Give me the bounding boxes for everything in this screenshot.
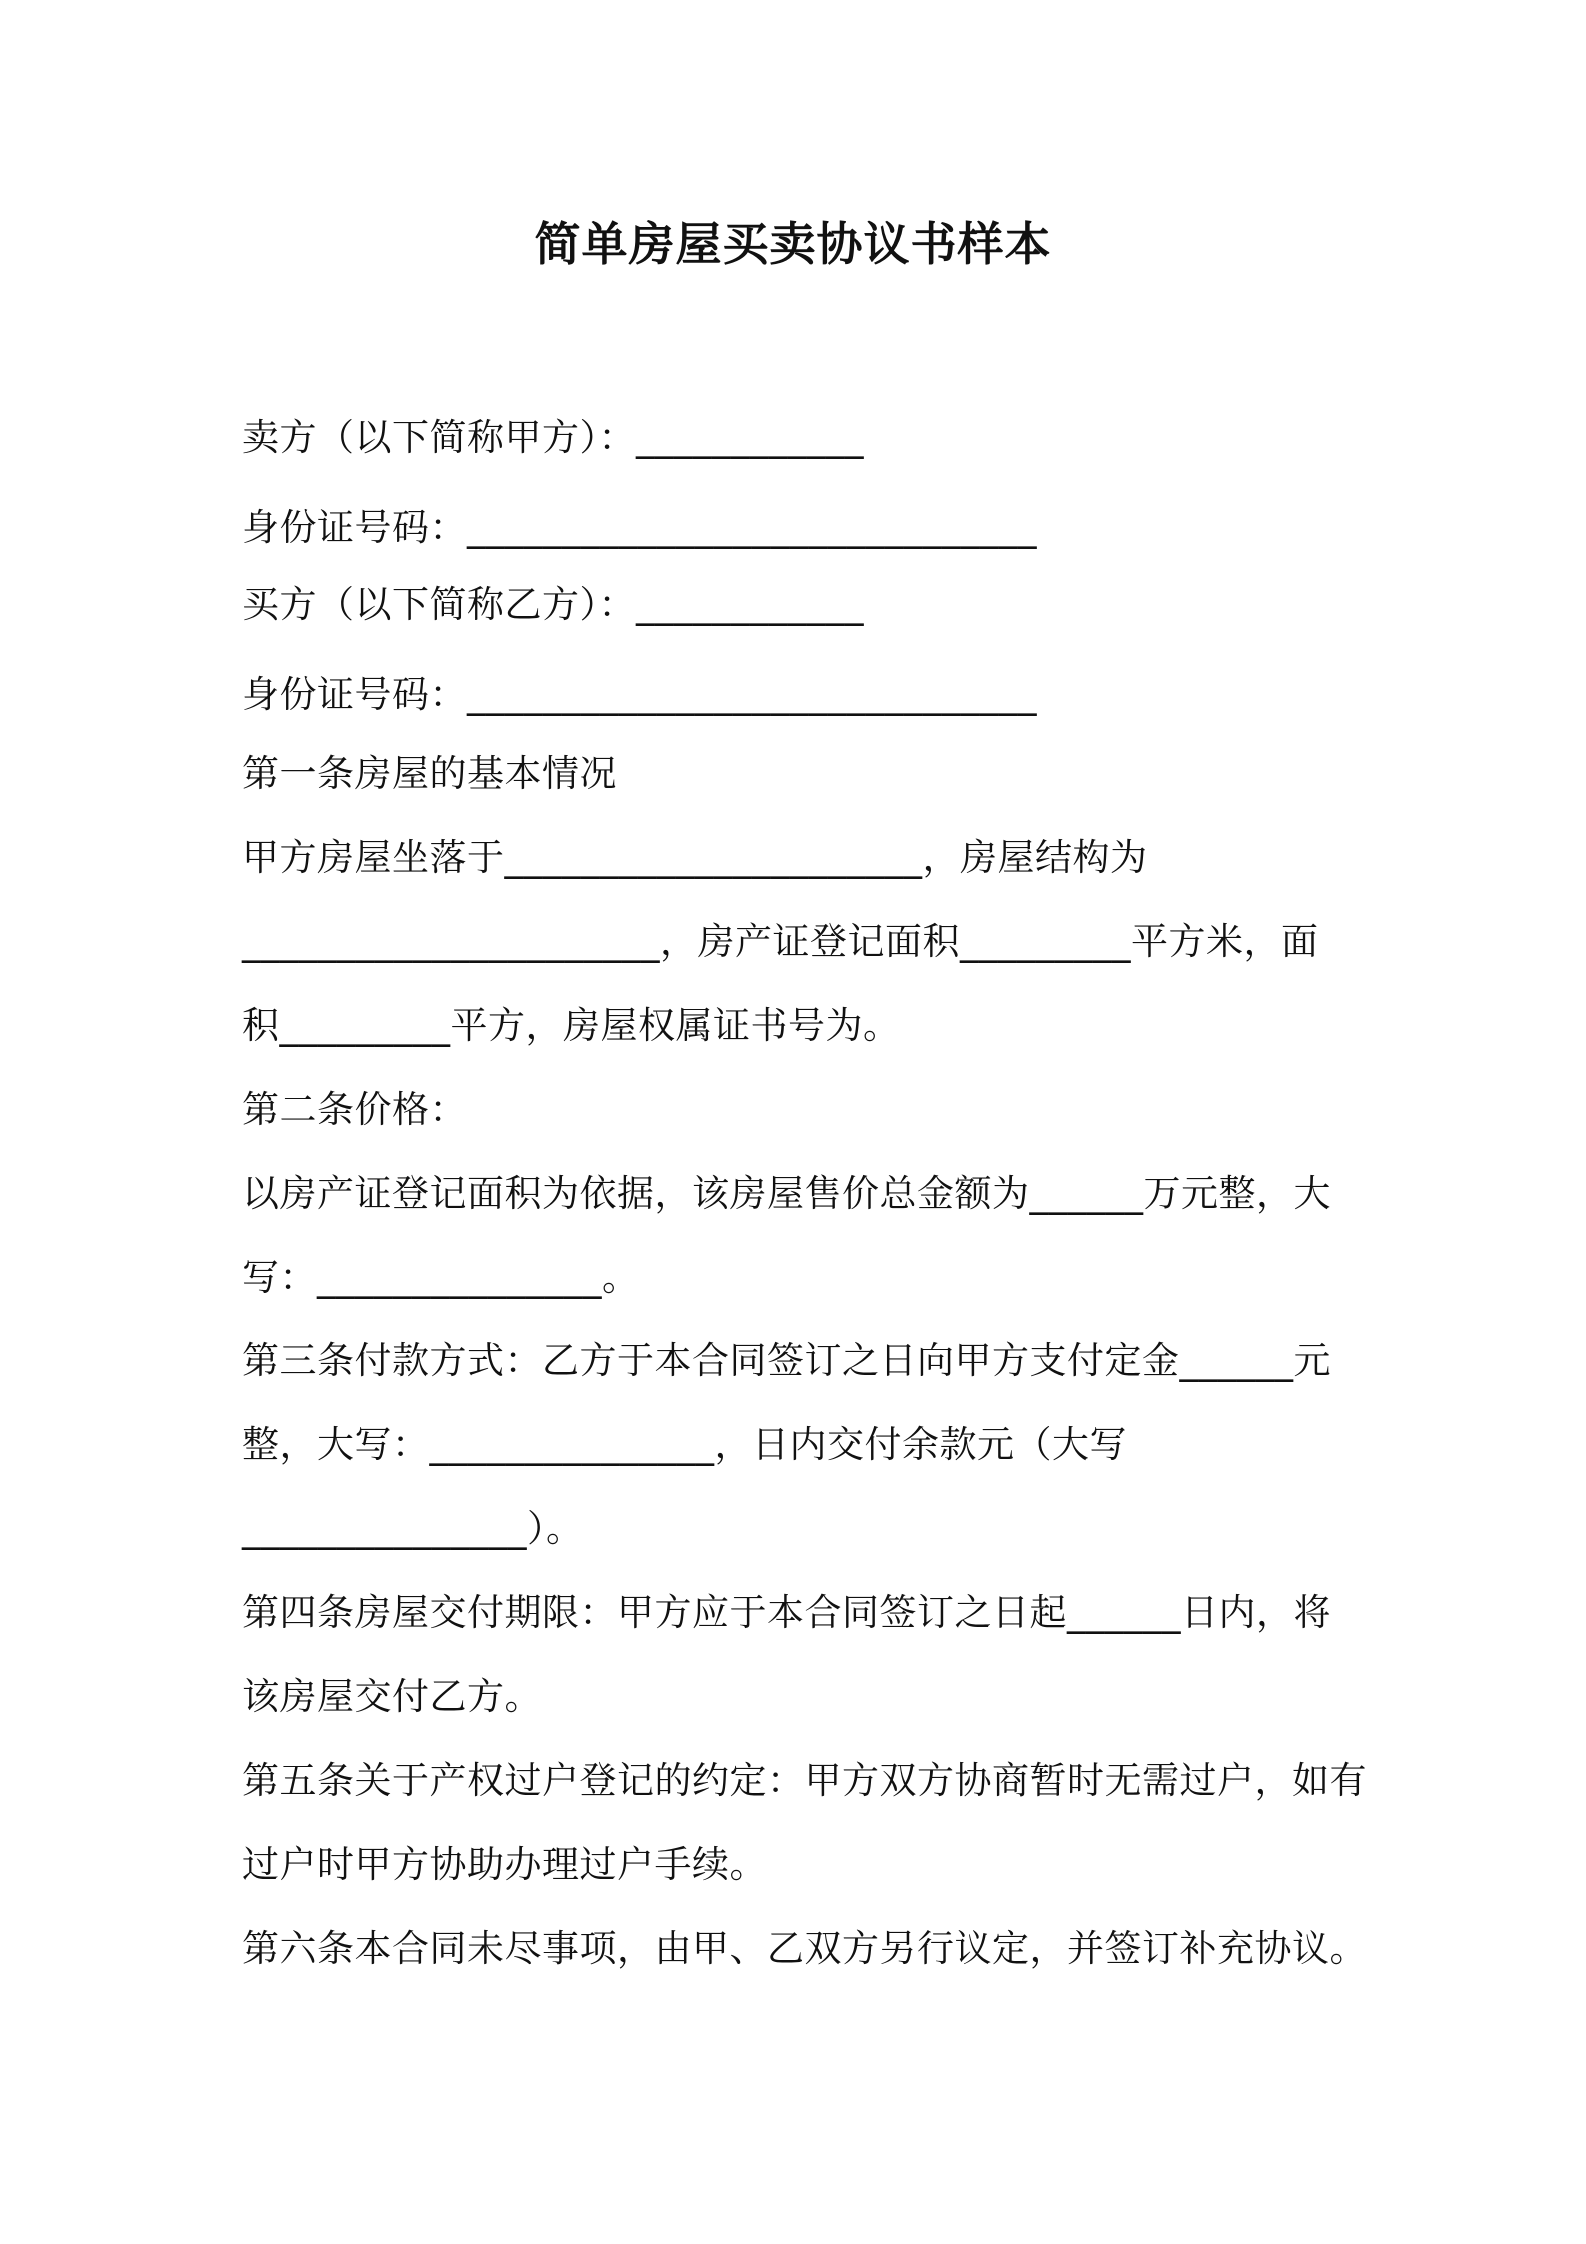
seller-line: 卖方（以下简称甲方）：____________ (242, 416, 864, 459)
article-4-line-1: 第四条房屋交付期限：甲方应于本合同签订之日起______日内，将 (242, 1591, 1331, 1634)
buyer-id-line: 身份证号码：______________________________ (242, 673, 1037, 716)
article-3-line-1: 第三条付款方式：乙方于本合同签订之日向甲方支付定金______元 (242, 1339, 1331, 1382)
article-3-line-2: 整，大写：_______________，日内交付余款元（大写 (242, 1423, 1127, 1466)
article-1-line-3: 积_________平方，房屋权属证书号为。 (242, 1004, 901, 1047)
document-title: 简单房屋买卖协议书样本 (534, 217, 1052, 271)
article-2-heading: 第二条价格： (242, 1088, 467, 1131)
article-1-line-1: 甲方房屋坐落于______________________，房屋结构为 (242, 836, 1148, 879)
article-6-line-1: 第六条本合同未尽事项，由甲、乙双方另行议定，并签订补充协议。 (242, 1927, 1367, 1970)
article-5-line-1: 第五条关于产权过户登记的约定：甲方双方协商暂时无需过户，如有 (242, 1759, 1367, 1802)
article-2-line-1: 以房产证登记面积为依据，该房屋售价总金额为______万元整，大 (242, 1172, 1331, 1215)
seller-id-line: 身份证号码：______________________________ (242, 506, 1037, 549)
article-5-line-2: 过户时甲方协助办理过户手续。 (242, 1843, 767, 1886)
article-3-line-3: _______________）。 (242, 1507, 584, 1550)
article-4-line-2: 该房屋交付乙方。 (242, 1675, 542, 1718)
buyer-line: 买方（以下简称乙方）：____________ (242, 583, 864, 626)
article-1-heading: 第一条房屋的基本情况 (242, 752, 617, 795)
article-1-line-2: ______________________，房产证登记面积_________平方米，面 (242, 920, 1319, 963)
article-2-line-2: 写：_______________。 (242, 1256, 640, 1299)
